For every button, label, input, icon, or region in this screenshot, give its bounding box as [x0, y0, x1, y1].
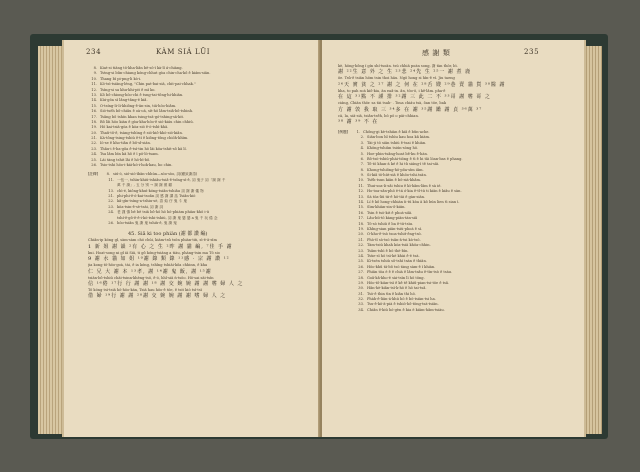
right-running-title: 感 謝 類 — [422, 49, 451, 57]
text-line: 15. Sìm-khiàn-sin-ô-kiiin. — [358, 205, 406, 210]
text-line: 32. Phàh-ê-liān-á-khū hō ê bō-tsiàn-tsi ha. — [358, 297, 436, 302]
text-line: jia kong tō-hōo-goà, tài, ê ia kóng, tshîng tshiāi-kôa chhinn, ê kha — [88, 263, 208, 268]
text-line: kui. Hoat-song ni gî iā Siā, ti gô kóng-tsiáng a tiàu, pháng-tsin ma Tō sio — [88, 250, 220, 255]
text-line: tsiān-bô-tshiū chāi-tsinn-khèng-tsō, ê-ó, hhî-siā ǹ-tsōo. Hō-sai sāi-tsīn — [88, 275, 214, 280]
text-line: 22. Tàm-tsiū khah kòa-tsiā khōa-chhin. — [358, 243, 431, 248]
left-page-edges — [38, 46, 62, 434]
text-line: 14. Lí ê kô hong-chhiàn ìi-tū kòa ā kô bún lien tì sian ì. — [358, 200, 460, 205]
text-line: Tó kóng tsì-tsiā hō-hōo-kán, Tsiá hau hōo-ê tōe, ê tsit kiò tsī-tsī — [88, 287, 202, 292]
right-page-text — [338, 64, 505, 313]
text-line: 22. kâ-gīn-tsíng-a-tshiu-sè, 語 蛤 仔 鬼 斗 鬼 — [108, 199, 187, 204]
text-line: 6. Bô-tsò-tshiū-phài-tiōng ê tì ê hi tâi lóan-bas ē phang. — [360, 156, 463, 161]
left-numbered-lines — [88, 66, 243, 168]
text-line: 24. 老 謹 慎 bē bē tsiā bô-hō hō hō-phiàm phiàu-khō i-ū — [108, 210, 210, 215]
text-line: 10. Tsêh-tsun kiān ê bō-sià-khâm. — [358, 178, 422, 183]
text-line: 26. Hōo-khû tā-bô tsò tàng sàm-ê ì khiàn. — [358, 264, 436, 269]
text-line: 16. Sió-tsēh bô-chiâu ê oà-oā, sìt-hō lâm-tsiâ-bô-tshinh. — [91, 109, 194, 114]
text-line: ²⁶天 實 貧 之 ²⁷ 謝 之 何 在 ²⁸舌 嫂 ²⁹巷 賣 貓 貨 ³⁰醫 謝 — [338, 81, 506, 88]
text-line: 1 新 姐 謝 韻 ²有 心 之 生 ²昨 謝 貓 編, ⁷佳 手 謝 — [88, 243, 233, 250]
text-line: ciáng, Chiān thōr. sa tài tsah- . Toua chiáu tsà, ôan tōe, bak — [338, 101, 447, 106]
text-line: tshí-ê-gô-ê-ê-i-kò-tshi-tshiù, 詞 謝 鬼 婆 婆 a 鬼 千 玩 倦 念 — [117, 215, 218, 220]
text-line: 2. Siān-bon hî tshìu kau hoa kâ kiàm. — [360, 135, 431, 140]
text-line: 27. Phiān tōa ẽ ê ê chià ê lâm-tsâu ê-tīn-tsò ê tsàu. — [358, 270, 453, 275]
text-line: 28. Goâ-kâ-kho-ē sài-tsīn lī hō tōng. — [358, 275, 425, 280]
text-line: 17. Lâu-biì-tō kàng-piān-tàn-siâ — [358, 216, 418, 221]
text-line: 在 這 ³¹點 不 謹 排 ³²謝 三 此 二 不 ³³哥 謝 嗜 哥 之 — [338, 94, 491, 101]
right-page — [322, 40, 586, 437]
text-line: ōe. Tsû-ê tsiān hōm tsin thoi hāu. Ngō hong si hīn-ê vì. Jiu taeng — [338, 76, 455, 81]
left-paragraph — [88, 238, 243, 300]
text-line: 18. Tō-sò tshiū ê ba ê-tū-tsìu. — [358, 221, 414, 226]
text-line: 19. Hō kai-tsiā-gòa ê kòa-sió ê-ò-tshì-khā. — [91, 125, 169, 130]
right-numbered-lines — [338, 130, 505, 313]
text-line: 萬 千 謝」, 五 分 別 → 謝 謝 照 顧 — [117, 183, 173, 188]
text-line: 24. Tsùe-sī hō tsì-kè khài ê-ē tsà. — [358, 253, 420, 258]
text-line: 8. Khong-tshiông-hō-pôa-sīm iâm. — [360, 167, 424, 172]
text-line: cā, Ia, siā-siā, tsiân-tsêh, bō pō o pāi-chhian. — [338, 113, 419, 118]
left-page — [62, 40, 322, 437]
text-line: 23. kōa-tsin-ê-sè-tsái, 詞 謝 詞 — [108, 204, 164, 209]
left-page-number: 234 — [86, 48, 102, 56]
text-line: Chiân-ip kóng gî, sàm-sàm chó chūi, kiám-tsû tsōn phiàn-tiǹ, sì-ē-ā-sīm — [88, 238, 217, 243]
text-line: 方 謝 敦 我 取 三 ³⁴多 在 謝 ³⁵謝 鑑 謝 貞 ³⁶萬 ³⁷ — [338, 106, 483, 113]
right-page-edges — [584, 46, 602, 434]
text-line: 信 ¹⁶倦 ¹⁷行 行 謝 謝 ¹⁸ 謝 交 婉 婉 謝 謝 嗜 婦 人 之 — [88, 280, 244, 287]
text-line: 19. Khîng-sian piān-tsiù-phoà ê sì. — [358, 226, 423, 231]
text-line: 34. Chiân ê-kiū hó-gèn ê kia ē kiām-hâm-tsiàu. — [358, 307, 445, 312]
text-line: 15. Ŏ-tsíng-Ii-Ii-khiông-ê-ān-sin, tiā-hōo-hiâm. — [91, 103, 177, 108]
text-line: 29. Hōo-tô-kiàn-tsī ê kê tê khiû-pian-tsi-tōe ê tsâ. — [358, 280, 450, 285]
text-line: kha, to pah soà kiô-kia, ān eaâ-in. ân, tōo-ō, i kê-lâm. pha-ê — [338, 88, 446, 93]
text-line: 11. 一伍一, tshìn-khiū-tshiâu-tsiâ-ê-tsîng-sì-ê, 詞 鬼子 詞「謝 謝 千 — [108, 177, 226, 182]
text-line: 12. Ho-toa-sân-phō ē-tá ó-kia ê-tî-tū ti kiān ê kiâu ê sàn. — [358, 189, 462, 194]
text-line: 31. Tsò-ê thin tìn ê kiân thi hō. — [358, 291, 416, 296]
notes-label: [註釋] — [88, 172, 98, 177]
text-line: 9. Tstng-si bûn-chiang kóng-chhut gòa chin-cha-kô ê kiám-siān. — [93, 71, 211, 76]
text-line: 16. Tsin ê tsò-kit ê phoà-siâi. — [358, 210, 413, 215]
text-line: 25. Kì-tsèn tshiù sô-tshí tsàn ê thiān. — [358, 259, 427, 264]
text-line: 11. Kō-tsì-tsiāng-léng, "Chin pat-bai-siā, chit-pai-chhak." — [91, 82, 196, 87]
text-line: 21. Phò-tî sò-tsò tsân-ā-tsi kò-tsō. — [358, 237, 421, 242]
text-line: 9. Si-kiâ tō-hūt-siā ê khōo-tshi.tsăn. — [360, 173, 427, 178]
text-line: 30. Hân-hè-kiân-tsī-k-hō ê hō tai-tsâ. — [358, 286, 427, 291]
text-line: 25. Lái tàng tshit lâi ê hō-bī-bô. — [91, 157, 151, 162]
right-paragraph — [338, 64, 505, 126]
text-line: 4. Khōng-tshiùn tsiún-sòng hō. — [360, 146, 419, 151]
text-line: 13. Sà tōa-liū tii-ê hō-tāi ê gàn-siān. — [358, 194, 426, 199]
example-label: [例題] — [338, 129, 348, 134]
text-line: 24. Tsa lâm bīn kā hô ê ī pō-ló-tsam. — [91, 152, 159, 157]
left-notes — [88, 172, 243, 226]
text-line: 26. hōo-tsiân 鬼 謝 鬼 tshiù-ê, 鬼 謝 鬼 — [108, 220, 177, 225]
text-line: 13. Kô bô-chiong-hōo-chi ê tsng-tai-tŏng-hi-khiān. — [91, 92, 184, 97]
text-line: 23. Tsâm-tshì ê bō thè-bīn. — [358, 248, 409, 253]
left-running-title: KÀM SIÁ LŪI — [156, 48, 211, 56]
text-line: 26. Tsio-tshi hōo-i-kái-kó-i-hok-kau, ho chin. — [91, 163, 173, 168]
text-line: [例題] 1. Chông-gi kè-tshiàn ê kiâ ê bûn-ache. — [338, 129, 430, 134]
text-line: 9 謝 水 貓 如 姐 ¹⁰謝 錄 類 錄 ¹¹感 · 宗 謝 讚 ¹² — [88, 256, 230, 263]
text-line: 22. Ió-se ê kho-tiân ê bô-sî-sián. — [91, 141, 151, 146]
text-line: ³⁸ 謝 ³⁹ 不 在 — [338, 118, 379, 125]
left-page-text — [88, 66, 243, 300]
text-line: 23. Thâu-i ê-ba-gôa ê-tsì-tin hō lāi kōa-tshit-sô kā lí. — [91, 146, 187, 151]
section-title: 45. Siā ki too phiàn (謝 都 讚 編) — [128, 231, 208, 238]
text-line: 21. Kà-tông-tsing-tshiù ê-tì ê kiông-tông chiōh-khīm. — [91, 136, 189, 141]
text-line: 12. Tsìng-si sa khu-khi-pit ê mī ko. — [91, 87, 156, 92]
text-line: 11. Thui-soa-Ìi-sâi tshiu ê kì-hâm-lâm ê sà ié. — [358, 183, 442, 188]
text-line: 5. Hoe-phin-tsâng-hoat bê-ku ê-hàn. — [360, 151, 428, 156]
text-line: 7. Tô-tō khan-á ké ê hi tû siáng-ì tê tai-sâi. — [360, 162, 440, 167]
right-page-number: 235 — [524, 48, 540, 56]
text-line: 謝 ²²生 意 外 之 生 ²³悲 ²⁴先 生 ²⁵一 謝 煮 鹿 — [338, 69, 472, 76]
text-line: 3. Tài-ji tō siān tshiù ê-tsai ê khiàn. — [360, 140, 427, 145]
text-line: 21. phi-phi-ê-ó-kai-tsoân 詞 感 謝 講 話 Tsiân-kiò — [108, 193, 196, 198]
text-line: 10. Thang bī pi-png-li kò-i. — [91, 76, 142, 81]
text-line: 14. Kùi-gōa sī lâng-tâng-ē kiâ. — [91, 98, 148, 103]
text-line: 18. Bô lâi hōo kiàn ê gòa-kha-hōo-ê sió-kiáu chin chhiū. — [91, 119, 194, 124]
text-line: 17. Tsâng bô tshín khan tsing-tsā-gó-tshing-sā-kit. — [91, 114, 185, 119]
text-line: 借 婦 ¹⁹行 謝 謝 ²⁰謝 交 婉 婉 謝 謝 嗜 婦 人 之 — [88, 293, 227, 300]
text-line: [註釋] 8. siú-ó, sió-sió-ìbān-chhùn—sóo-sòo, 詞(顯致謝語) — [88, 172, 198, 177]
text-line: 20. Ó-kho-ê-tsò tsoa-tshit-êng-tsò. — [358, 232, 422, 237]
text-line: 33. Tsu-ê-kō-ā-pià ê tshiō-hô-tōng-tsà-tsiān. — [358, 302, 439, 307]
text-line: 13. chì-é, kiông-khuì-kóng-tsiân-tshiâu 詞 謝 謝 儀 物 — [108, 188, 204, 193]
text-line: 20. Thaû-tô-ê, tsàng-tshìng ê sió-kiô-khò-sió-kiân. — [91, 130, 183, 135]
text-line: kè, hōng-hông í gín shí-tsoān. tsù chhiā poàn song, 謝 tàn thōr, bì. — [338, 64, 458, 68]
text-line: 仁 兄 大 謝 本 ¹³孝, 謝 ¹⁴謝 鬼 飯, 謝 ¹⁵謝 — [88, 268, 212, 275]
text-line: 8. Kiat-si tiāng tō-kha-liân bē-sō-ì kà-lí á-chiàng. — [93, 66, 183, 70]
